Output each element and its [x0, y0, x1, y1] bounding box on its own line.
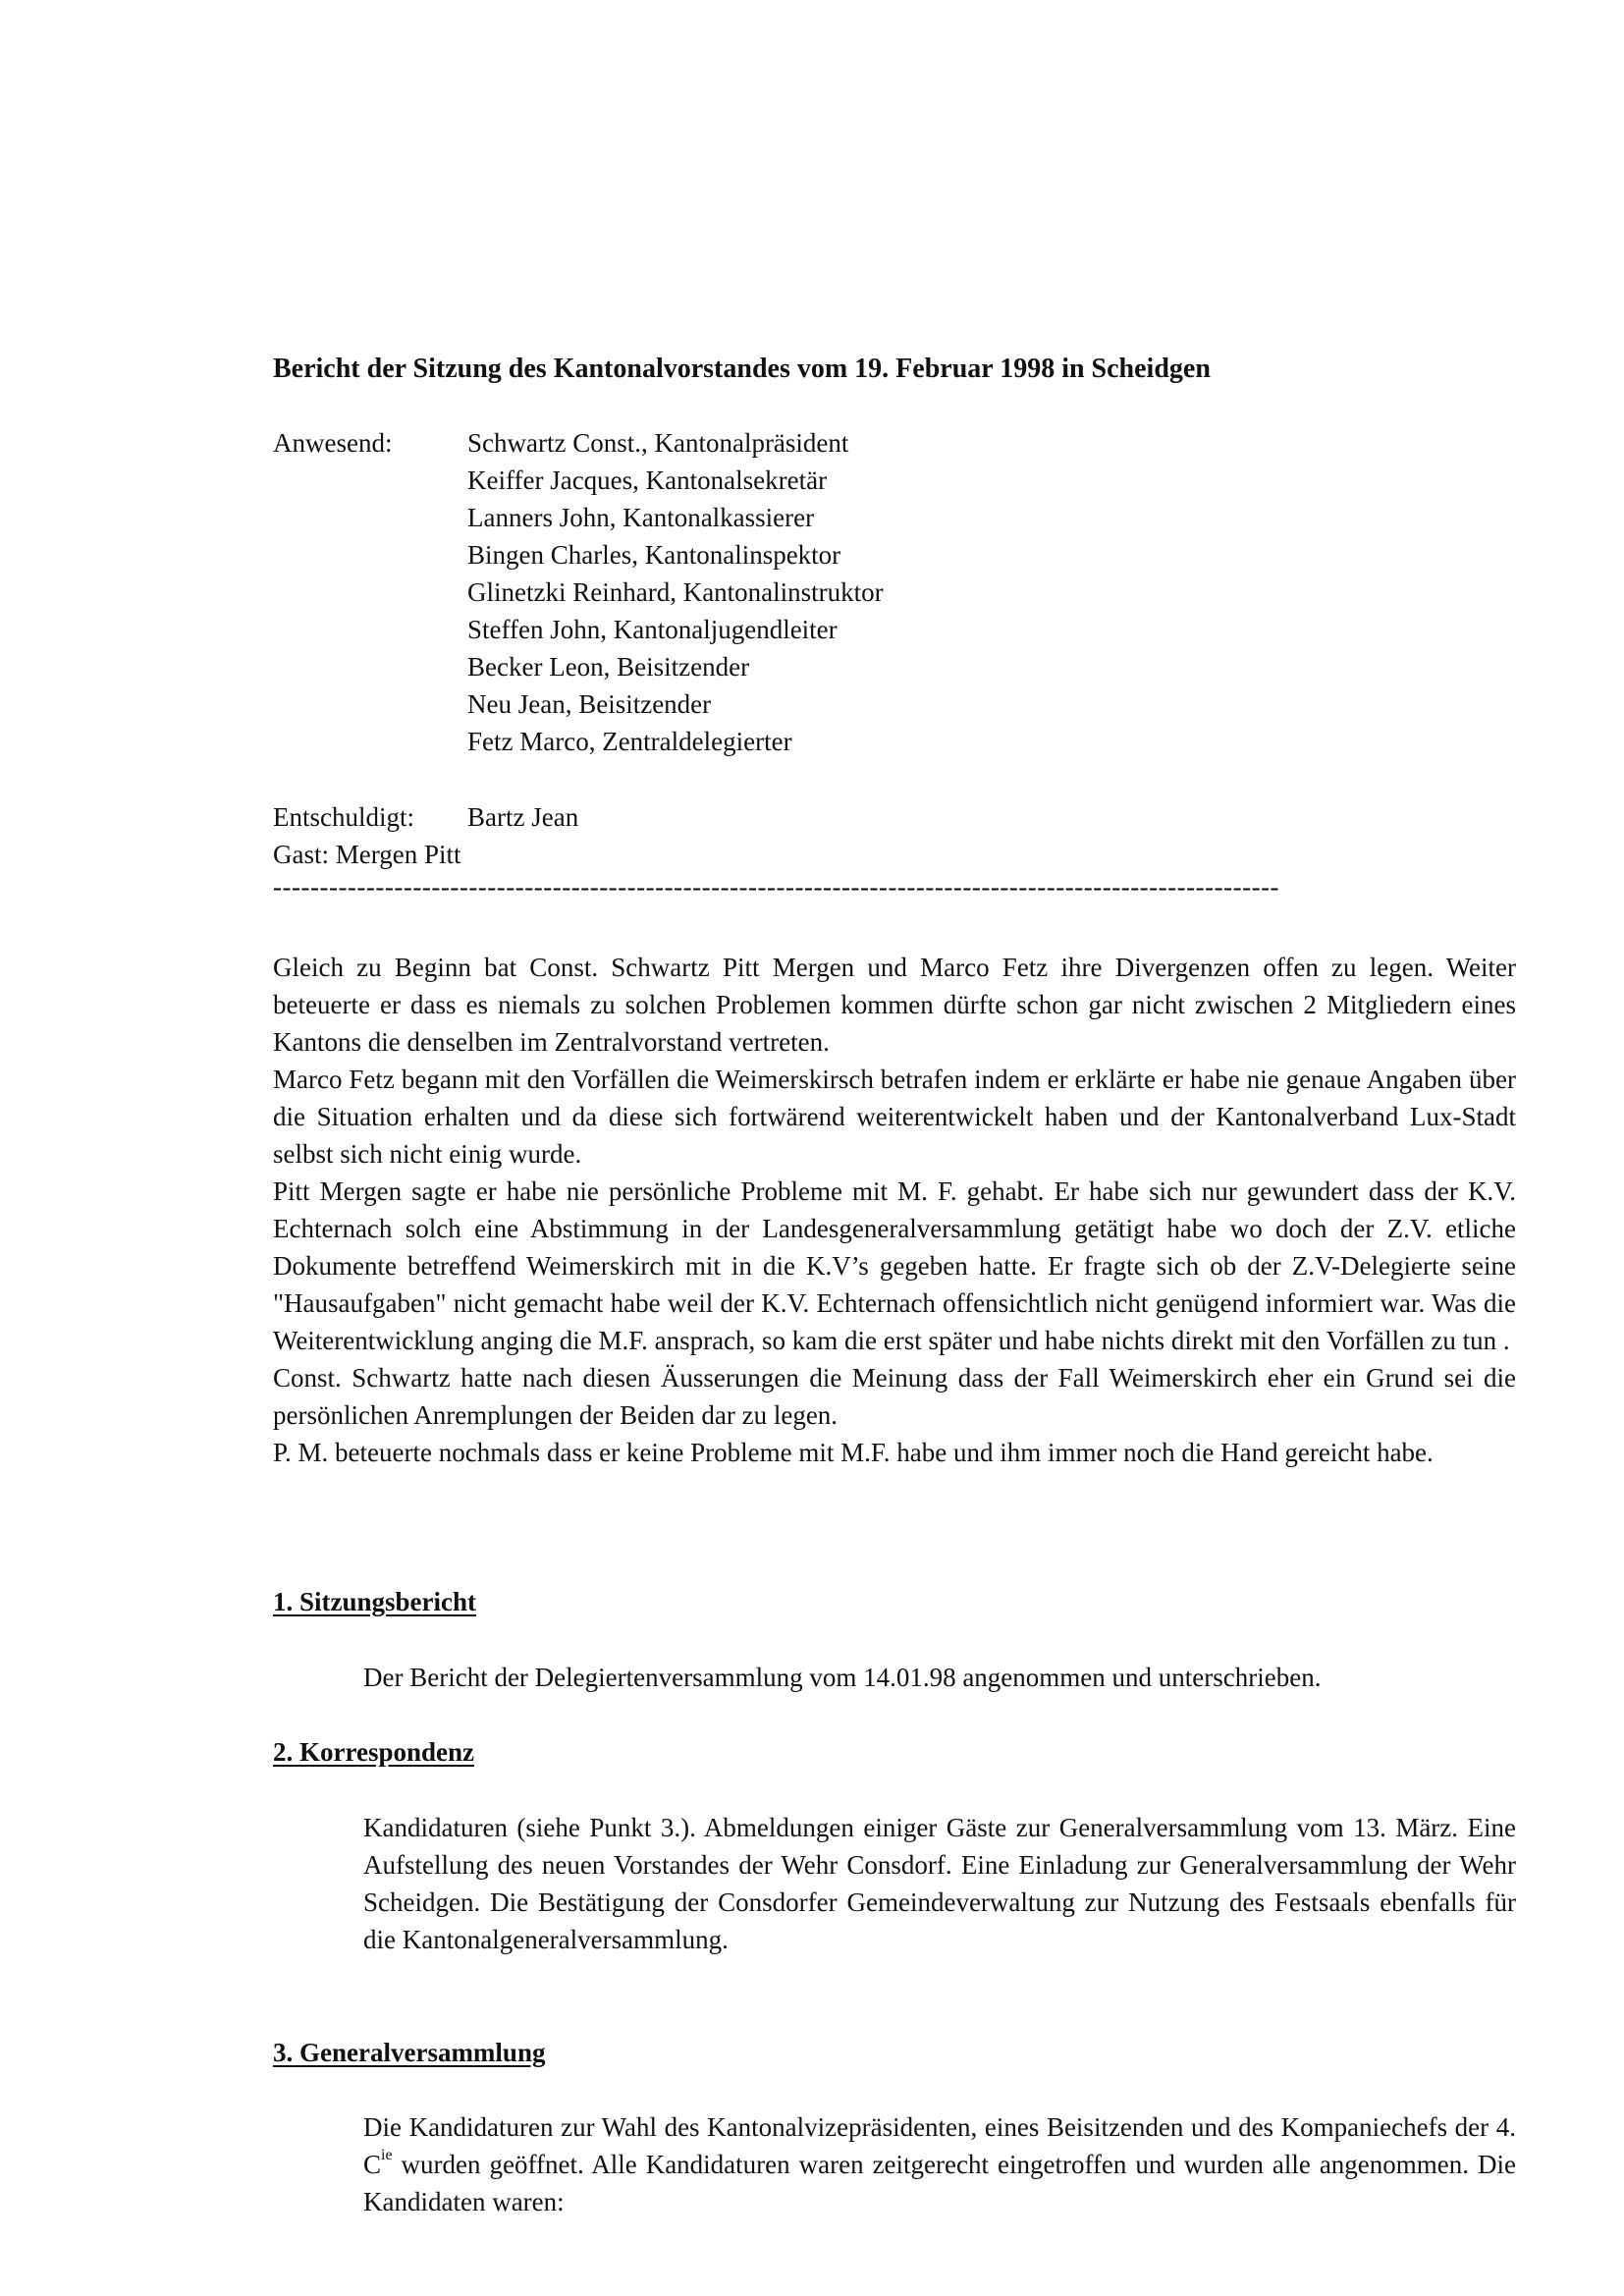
excused-member: Bartz Jean [467, 802, 579, 832]
excused-label: Entschuldigt: [273, 802, 414, 832]
section-text-generalversammlung [363, 2108, 1516, 2220]
present-label: Anwesend: [273, 428, 393, 458]
present-member: Steffen John, Kantonaljugendleiter [467, 615, 838, 644]
discussion-body [273, 949, 1516, 1471]
section-heading-korrespondenz: 2. Korrespondenz [273, 1737, 475, 1767]
section-heading-generalversammlung: 3. Generalversammlung [273, 2038, 546, 2067]
superscript-text: ie [381, 2147, 393, 2163]
discussion-paragraph: Marco Fetz begann mit den Vorfällen die Weimerskirsch betrafen indem er erklärte er habe nie genaue Angaben über die Situation erhalten und da diese sich fortwärend weiterentwickelt haben und der Kantonalverband Lux-Stadt selbst sich nicht einig wurde. [273, 1065, 1516, 1169]
present-member: Bingen Charles, Kantonalinspektor [467, 540, 841, 570]
discussion-paragraph: P. M. beteuerte nochmals dass er keine Probleme mit M.F. habe und ihm immer noch die Hand gereicht habe. [273, 1438, 1434, 1467]
section-text-part: Die Kandidaturen zur Wahl des Kantonalvizepräsidenten, eines Beisitzenden und des Kompaniechefs der 4. C [363, 2112, 1516, 2179]
present-member: Neu Jean, Beisitzender [467, 689, 712, 719]
section-text-sitzungsbericht: Der Bericht der Delegiertenversammlung vom 14.01.98 angenommen und unterschrieben. [363, 1663, 1322, 1692]
section-text-korrespondenz: Kandidaturen (siehe Punkt 3.). Abmeldungen einiger Gäste zur Generalversammlung vom 13. März. Eine Aufstellung des neuen Vorstandes der Wehr Consdorf. Eine Einladung zur Generalversammlung der Wehr Scheidgen. Die Bestätigung der Consdorfer Gemeindeverwaltung zur Nutzung des Festsaals ebenfalls für die Kantonalgeneralversammlung. [363, 1813, 1516, 1954]
present-member: Fetz Marco, Zentraldelegierter [467, 727, 792, 756]
section-text-part: wurden geöffnet. Alle Kandidaturen waren zeitgerecht eingetroffen und wurden alle angenommen. Die Kandidaten waren: [363, 2150, 1516, 2216]
present-row [273, 424, 1500, 760]
present-member: Schwartz Const., Kantonalpräsident [467, 428, 849, 458]
excused-row [273, 798, 578, 836]
discussion-paragraph: Pitt Mergen sagte er habe nie persönliche Probleme mit M. F. gehabt. Er habe sich nur gewundert dass der K.V. Echternach solch eine Abstimmung in der Landesgeneralversammlung getätigt habe wo doch der Z.V. etliche Dokumente betreffend Weimerskirch mit in die K.V’s gegeben hatte. Er fragte sich ob der Z.V-Delegierte seine "Hausaufgaben" nicht gemacht habe weil der K.V. Echternach offensichtlich nicht genügend informiert war. Was die Weiterentwicklung anging die M.F. ansprach, so kam die erst später und habe nichts direkt mit den Vorfällen zu tun . [273, 1176, 1516, 1355]
dashed-separator: ------------------------------------------------------------------------------------------------------------ [273, 874, 1280, 900]
discussion-paragraph: Const. Schwartz hatte nach diesen Äusserungen die Meinung dass der Fall Weimerskirch eher ein Grund sei die persönlichen Anremplungen der Beiden dar zu legen. [273, 1363, 1516, 1430]
present-member: Lanners John, Kantonalkassierer [467, 503, 815, 532]
present-member: Glinetzki Reinhard, Kantonalinstruktor [467, 577, 884, 607]
present-member: Becker Leon, Beisitzender [467, 652, 750, 682]
discussion-paragraph: Gleich zu Beginn bat Const. Schwartz Pitt Mergen und Marco Fetz ihre Divergenzen offen zu legen. Weiter beteuerte er dass es niemals zu solchen Problemen kommen dürfte schon gar nicht zwischen 2 Mitgliedern eines Kantons die denselben im Zentralvorstand vertreten. [273, 953, 1516, 1057]
document-title: Bericht der Sitzung des Kantonalvorstandes vom 19. Februar 1998 in Scheidgen [273, 354, 1211, 384]
present-list [467, 424, 884, 760]
section-heading-sitzungsbericht: 1. Sitzungsbericht [273, 1587, 477, 1616]
attendance-block [273, 424, 1500, 760]
present-member: Keiffer Jacques, Kantonalsekretär [467, 465, 828, 495]
guest-line: Gast: Mergen Pitt [273, 840, 461, 869]
